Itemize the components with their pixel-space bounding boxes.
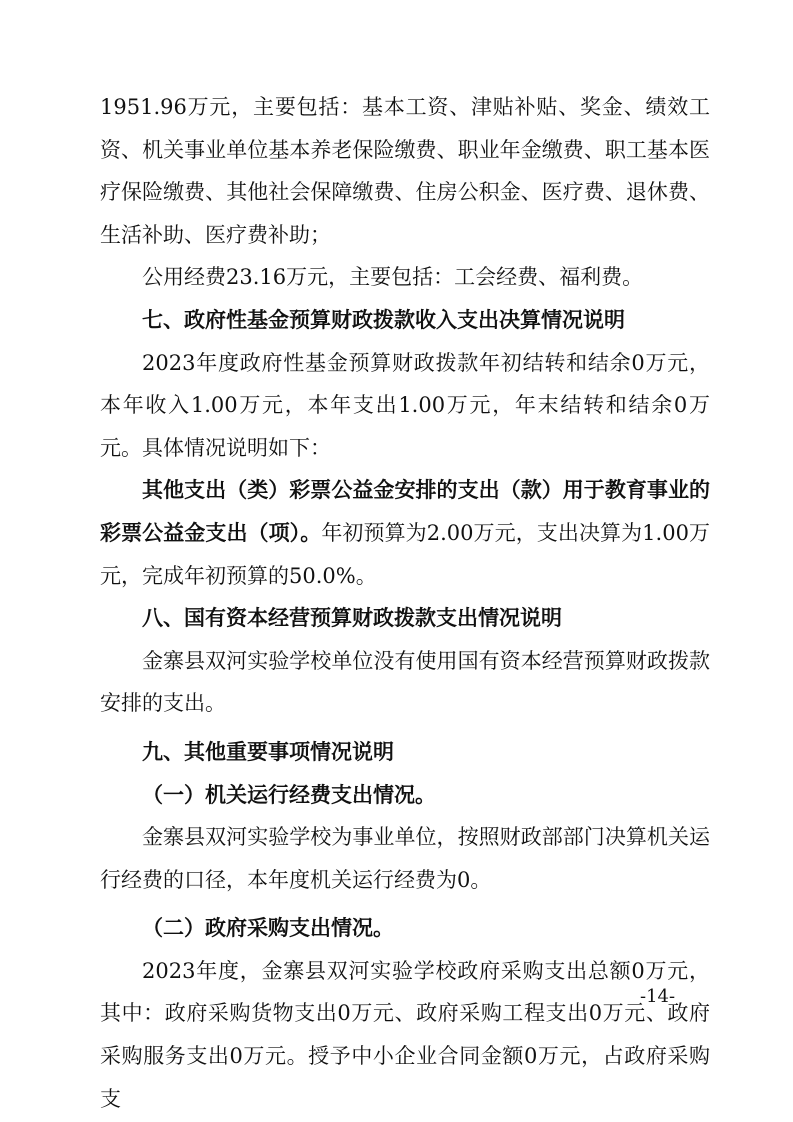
paragraph-government-fund-summary: 2023年度政府性基金预算财政拨款年初结转和结余0万元，本年收入1.00万元，本年支出1.00万元，年末结转和结余0万元。具体情况说明如下：	[100, 350, 710, 460]
paragraph-public-expenses: 公用经费23.16万元，主要包括：工会经费、福利费。	[142, 265, 644, 290]
paragraph-personnel-expenses: 1951.96万元，主要包括：基本工资、津贴补贴、奖金、绩效工资、机关事业单位基本养老保险缴费、职业年金缴费、职工基本医疗保险缴费、其他社会保障缴费、住房公积金、医疗费、退休费、生活补助、医疗费补助；	[100, 95, 710, 247]
section-heading-7: 七、政府性基金预算财政拨款收入支出决算情况说明	[142, 307, 625, 332]
section-heading-8: 八、国有资本经营预算财政拨款支出情况说明	[142, 606, 562, 631]
paragraph-operating-expenses: 金寨县双河实验学校为事业单位，按照财政部部门决算机关运行经费的口径，本年度机关运行经费为0。	[100, 825, 710, 892]
page-number: -14-	[640, 986, 676, 1007]
paragraph-lottery-fund	[100, 469, 710, 597]
lottery-fund-item-title: 其他支出（类）彩票公益金安排的支出（款）用于教育事业的彩票公益金支出（项）。	[100, 477, 710, 545]
lottery-fund-item-detail: 年初预算为2.00万元，支出决算为1.00万元，完成年初预算的50.0%。	[100, 520, 711, 588]
subsection-heading-9-2: （二）政府采购支出情况。	[142, 916, 394, 941]
section-heading-9: 九、其他重要事项情况说明	[142, 739, 394, 764]
paragraph-procurement: 2023年度，金寨县双河实验学校政府采购支出总额0万元，其中：政府采购货物支出0万元、政府采购工程支出0万元、政府采购服务支出0万元。授予中小企业合同金额0万元，占政府采购支	[100, 958, 710, 1111]
document-body	[100, 86, 710, 1120]
subsection-heading-9-1: （一）机关运行经费支出情况。	[142, 782, 436, 807]
paragraph-state-capital: 金寨县双河实验学校单位没有使用国有资本经营预算财政拨款安排的支出。	[100, 648, 710, 716]
